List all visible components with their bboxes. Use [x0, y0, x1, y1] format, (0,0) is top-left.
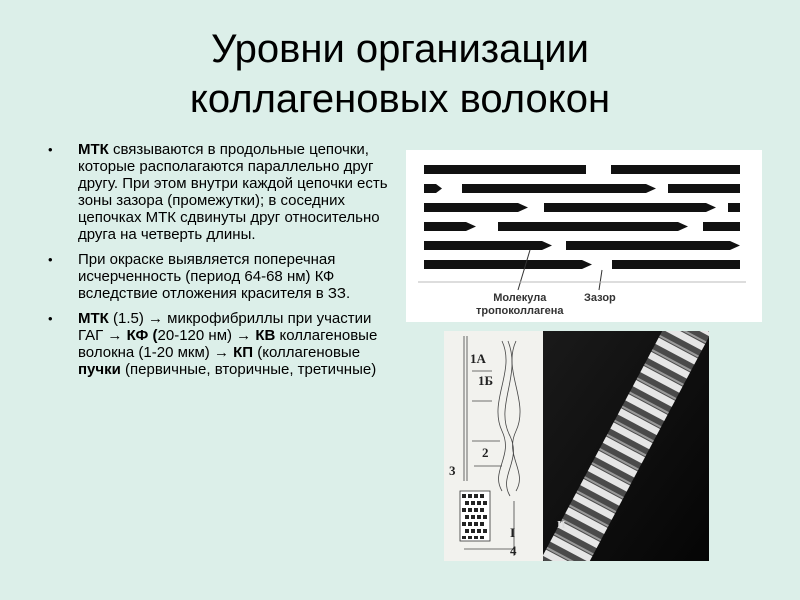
figure-number-1a: 1А — [470, 351, 486, 366]
bullet-dot-icon: • — [48, 252, 53, 267]
fibril-schematic-drawing — [444, 331, 543, 561]
molecule-label-line-2: тропоколлагена — [476, 305, 564, 317]
figure-number-4: 4 — [510, 543, 517, 558]
bullet-bold-part: КВ — [255, 327, 276, 344]
bullet-bold-part: МТК — [78, 310, 109, 327]
bullet-item — [48, 310, 393, 378]
molecule-label — [476, 292, 564, 318]
bullet-bold-part: КП — [233, 344, 254, 361]
molecule-label-line-1: Молекула — [493, 292, 547, 304]
bullet-bold-part: КФ ( — [126, 327, 158, 344]
bullet-dot-icon: • — [48, 142, 53, 157]
bullet-text: связываются в продольные цепочки, которые располагаются параллельно друг другу. При этом внутри каждой цепочки есть зоны зазора (промежутки); в соседних цепочках МТК сдвинуты друг относительно друга на четверть длины. — [78, 141, 388, 243]
bullet-text-part: (первичные, вторичные, третичные) — [120, 361, 377, 378]
bullet-bold-lead: МТК — [78, 141, 109, 158]
figure-number-3: 3 — [449, 463, 456, 478]
bullet-bold-part: пучки — [78, 361, 121, 378]
micrograph-label: II — [557, 519, 566, 531]
figure-number-1b: 1Б — [478, 373, 494, 388]
bullet-text-part: (1.5) → микрофибриллы при участии ГАГ → — [78, 310, 372, 344]
title-line-2: коллагеновых волокон — [189, 77, 611, 121]
bullet-item — [48, 251, 393, 302]
bullet-text: При окраске выявляется поперечная исчерченность (период 64-68 нм) КФ вследствие отложения красителя в ЗЗ. — [78, 251, 351, 302]
slide-title — [0, 24, 800, 124]
bullet-dot-icon: • — [48, 311, 53, 326]
tropocollagen-diagram — [406, 150, 762, 322]
bullet-text-part: (коллагеновые — [253, 344, 361, 361]
figure-number-roman-1: I — [510, 525, 516, 540]
figure-number-2: 2 — [482, 445, 489, 460]
fibril-micrograph — [543, 331, 709, 561]
striated-fibril-graphic — [543, 331, 709, 561]
bullet-text-part: 20-120 нм) → — [157, 327, 256, 344]
bullet-list — [48, 141, 393, 386]
fibril-schematic-graphic — [444, 331, 543, 561]
title-line-1: Уровни организации — [211, 27, 589, 71]
gap-label: Зазор — [584, 292, 616, 304]
bullet-item — [48, 141, 393, 243]
bullet-text-part: коллагеновые волокна (1-20 мкм) → — [78, 327, 378, 361]
